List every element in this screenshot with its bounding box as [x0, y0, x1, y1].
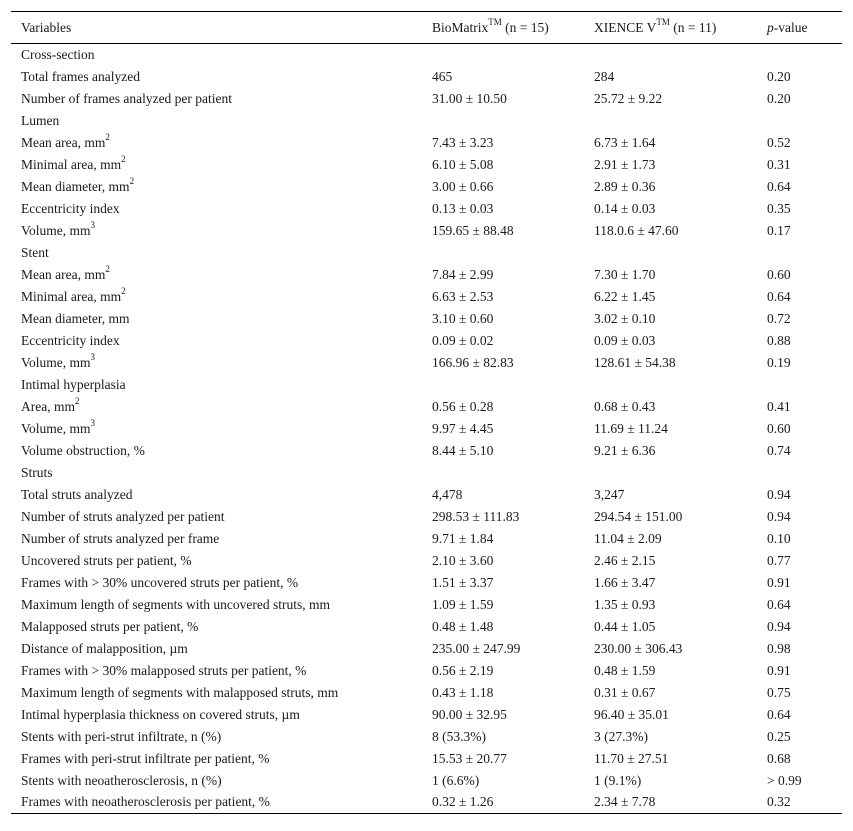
xience-value: 6.73 ± 1.64 [594, 134, 656, 150]
xience-value: 11.69 ± 11.24 [594, 420, 668, 436]
variable-cell [11, 418, 422, 440]
variable-cell [11, 572, 422, 594]
variable-label: Eccentricity index [21, 332, 120, 348]
variable-cell [11, 594, 422, 616]
biomatrix-value: 1 (6.6%) [432, 772, 480, 788]
table-row [11, 660, 842, 682]
xience-value: 0.68 ± 0.43 [594, 398, 656, 414]
p-value: 0.20 [767, 68, 791, 84]
unit-exponent: 2 [105, 132, 110, 142]
biomatrix-value: 90.00 ± 32.95 [432, 706, 507, 722]
section-label [11, 374, 422, 396]
p-value: 0.74 [767, 442, 791, 458]
xience-value: 11.04 ± 2.09 [594, 530, 662, 546]
unit-exponent: 2 [129, 176, 135, 186]
header-xience-tm: TM [656, 17, 670, 27]
variable-cell [11, 132, 422, 154]
biomatrix-value: 465 [432, 68, 453, 84]
variable-label: Lumen [21, 112, 60, 128]
variable-label: Maximum length of segments with malapposed struts, mm [21, 684, 339, 700]
variable-cell [11, 770, 422, 792]
variable-label: Frames with > 30% malapposed struts per patient, % [21, 662, 307, 678]
variable-label: Total struts analyzed [21, 486, 133, 502]
variable-label: Volume, mm [21, 420, 91, 436]
variable-label: Volume, mm [21, 354, 91, 370]
p-value [757, 374, 842, 396]
xience-value: 11.70 ± 27.51 [594, 750, 669, 766]
section-label [11, 110, 422, 132]
xience-value [584, 462, 757, 484]
biomatrix-value: 1.09 ± 1.59 [432, 596, 494, 612]
p-value: 0.17 [767, 222, 791, 238]
section-row [11, 374, 842, 396]
unit-exponent: 3 [90, 418, 96, 428]
xience-value: 2.46 ± 2.15 [594, 552, 656, 568]
header-xience-n: (n = 11) [669, 19, 717, 35]
biomatrix-value: 298.53 ± 111.83 [432, 508, 520, 524]
p-value: 0.91 [767, 662, 791, 678]
p-value: 0.94 [767, 618, 791, 634]
variable-label: Mean diameter, mm [21, 310, 130, 326]
variable-label: Area, mm [21, 398, 75, 414]
p-value: 0.10 [767, 530, 791, 546]
biomatrix-value: 9.71 ± 1.84 [432, 530, 494, 546]
unit-exponent: 2 [121, 154, 126, 164]
variable-cell [11, 726, 422, 748]
p-value [757, 242, 842, 264]
biomatrix-value: 7.43 ± 3.23 [432, 134, 494, 150]
p-value: 0.72 [767, 310, 791, 326]
table-row [11, 616, 842, 638]
table-row [11, 88, 842, 110]
xience-value: 2.91 ± 1.73 [594, 156, 656, 172]
xience-value: 230.00 ± 306.43 [594, 640, 683, 656]
header-biomatrix-name: BioMatrix [432, 19, 489, 35]
header-biomatrix [422, 12, 584, 44]
xience-value [584, 374, 757, 396]
xience-value: 118.0.6 ± 47.60 [594, 222, 679, 238]
p-value: 0.31 [767, 156, 791, 172]
section-row [11, 462, 842, 484]
variable-cell [11, 660, 422, 682]
header-pvalue-p: p [767, 19, 774, 35]
variable-label: Frames with > 30% uncovered struts per patient, % [21, 574, 299, 590]
table-row [11, 66, 842, 88]
biomatrix-value: 1.51 ± 3.37 [432, 574, 494, 590]
unit-exponent: 3 [90, 352, 96, 362]
p-value: 0.25 [767, 728, 791, 744]
variable-cell [11, 352, 422, 374]
variable-cell [11, 638, 422, 660]
biomatrix-value: 8.44 ± 5.10 [432, 442, 494, 458]
table-row [11, 770, 842, 792]
variable-label: Stent [21, 244, 49, 260]
variable-cell [11, 264, 422, 286]
xience-value: 25.72 ± 9.22 [594, 90, 663, 106]
table-row [11, 308, 842, 330]
table-row [11, 682, 842, 704]
table-row [11, 506, 842, 528]
variable-label: Maximum length of segments with uncovered struts, mm [21, 596, 330, 612]
unit-exponent: 3 [90, 220, 96, 230]
p-value: 0.60 [767, 266, 791, 282]
xience-value: 128.61 ± 54.38 [594, 354, 676, 370]
table-row [11, 792, 842, 814]
variable-cell [11, 440, 422, 462]
variable-cell [11, 66, 422, 88]
variable-label: Distance of malapposition, µm [21, 640, 188, 656]
xience-value: 1 (9.1%) [594, 772, 642, 788]
variable-cell [11, 308, 422, 330]
variable-cell [11, 198, 422, 220]
variable-cell [11, 286, 422, 308]
variable-label: Mean diameter, mm [21, 178, 130, 194]
p-value: 0.75 [767, 684, 791, 700]
section-row [11, 110, 842, 132]
table-row [11, 594, 842, 616]
table-row [11, 418, 842, 440]
xience-value: 3 (27.3%) [594, 728, 648, 744]
variable-cell [11, 792, 422, 814]
section-row [11, 242, 842, 264]
variable-label: Intimal hyperplasia thickness on covered struts, µm [21, 706, 300, 722]
variable-label: Minimal area, mm [21, 288, 122, 304]
unit-exponent: 2 [105, 264, 110, 274]
xience-value: 7.30 ± 1.70 [594, 266, 656, 282]
header-xience [584, 12, 757, 44]
biomatrix-value [422, 462, 584, 484]
xience-value: 2.34 ± 7.78 [594, 794, 656, 810]
p-value [757, 110, 842, 132]
variable-label: Volume obstruction, % [21, 442, 145, 458]
section-label [11, 242, 422, 264]
variable-cell [11, 616, 422, 638]
results-table [11, 11, 842, 814]
table-row [11, 198, 842, 220]
biomatrix-value: 235.00 ± 247.99 [432, 640, 521, 656]
p-value: 0.41 [767, 398, 791, 414]
variable-label: Volume, mm [21, 222, 91, 238]
xience-value: 0.14 ± 0.03 [594, 200, 656, 216]
biomatrix-value [422, 374, 584, 396]
xience-value: 3,247 [594, 486, 625, 502]
variable-cell [11, 154, 422, 176]
p-value [757, 44, 842, 66]
variable-label: Stents with peri-strut infiltrate, n (%) [21, 728, 222, 744]
variable-cell [11, 748, 422, 770]
table-row [11, 264, 842, 286]
xience-value: 96.40 ± 35.01 [594, 706, 669, 722]
xience-value: 1.35 ± 0.93 [594, 596, 656, 612]
biomatrix-value: 6.63 ± 2.53 [432, 288, 494, 304]
table-row [11, 638, 842, 660]
p-value: 0.91 [767, 574, 791, 590]
variable-label: Frames with neoatherosclerosis per patient, % [21, 794, 270, 810]
xience-value [584, 44, 757, 66]
table-body [11, 44, 842, 814]
header-pvalue-rest: -value [773, 19, 808, 35]
section-row [11, 44, 842, 66]
table-row [11, 352, 842, 374]
p-value: 0.98 [767, 640, 791, 656]
xience-value [584, 110, 757, 132]
variable-label: Number of struts analyzed per frame [21, 530, 220, 546]
xience-value: 284 [594, 68, 615, 84]
table-row [11, 176, 842, 198]
p-value: 0.88 [767, 332, 791, 348]
biomatrix-value: 0.13 ± 0.03 [432, 200, 494, 216]
xience-value: 6.22 ± 1.45 [594, 288, 656, 304]
variable-label: Minimal area, mm [21, 156, 122, 172]
p-value: > 0.99 [767, 772, 802, 788]
p-value: 0.19 [767, 354, 791, 370]
variable-cell [11, 704, 422, 726]
biomatrix-value: 166.96 ± 82.83 [432, 354, 514, 370]
p-value: 0.77 [767, 552, 791, 568]
table-row [11, 704, 842, 726]
p-value: 0.94 [767, 508, 791, 524]
variable-label: Number of frames analyzed per patient [21, 90, 233, 106]
header-pvalue [757, 12, 842, 44]
p-value: 0.35 [767, 200, 791, 216]
table-row [11, 528, 842, 550]
biomatrix-value: 3.10 ± 0.60 [432, 310, 494, 326]
variable-label: Struts [21, 464, 53, 480]
xience-value: 9.21 ± 6.36 [594, 442, 656, 458]
variable-label: Uncovered struts per patient, % [21, 552, 192, 568]
biomatrix-value: 4,478 [432, 486, 463, 502]
table-row [11, 286, 842, 308]
biomatrix-value: 0.56 ± 0.28 [432, 398, 494, 414]
biomatrix-value: 8 (53.3%) [432, 728, 486, 744]
xience-value: 3.02 ± 0.10 [594, 310, 656, 326]
section-label [11, 44, 422, 66]
variable-label: Stents with neoatherosclerosis, n (%) [21, 772, 222, 788]
xience-value: 1.66 ± 3.47 [594, 574, 656, 590]
biomatrix-value [422, 110, 584, 132]
p-value: 0.20 [767, 90, 791, 106]
xience-value: 2.89 ± 0.36 [594, 178, 656, 194]
p-value: 0.52 [767, 134, 791, 150]
variable-cell [11, 396, 422, 418]
biomatrix-value: 9.97 ± 4.45 [432, 420, 494, 436]
biomatrix-value: 6.10 ± 5.08 [432, 156, 494, 172]
unit-exponent: 2 [74, 396, 80, 406]
header-biomatrix-n: (n = 15) [501, 19, 549, 35]
p-value: 0.64 [767, 288, 791, 304]
biomatrix-value: 7.84 ± 2.99 [432, 266, 494, 282]
table-row [11, 396, 842, 418]
table-row [11, 154, 842, 176]
variable-label: Number of struts analyzed per patient [21, 508, 225, 524]
biomatrix-value: 0.48 ± 1.48 [432, 618, 494, 634]
table-row [11, 572, 842, 594]
variable-label: Mean area, mm [21, 266, 106, 282]
p-value: 0.68 [767, 750, 791, 766]
biomatrix-value: 2.10 ± 3.60 [432, 552, 494, 568]
header-xience-name: XIENCE V [594, 19, 657, 35]
table-row [11, 748, 842, 770]
variable-label: Intimal hyperplasia [21, 376, 126, 392]
unit-exponent: 2 [121, 286, 126, 296]
p-value: 0.60 [767, 420, 791, 436]
biomatrix-value [422, 242, 584, 264]
header-variables: Variables [21, 19, 72, 35]
variable-cell [11, 88, 422, 110]
variable-cell [11, 506, 422, 528]
biomatrix-value: 15.53 ± 20.77 [432, 750, 507, 766]
p-value: 0.32 [767, 794, 791, 810]
xience-value: 0.44 ± 1.05 [594, 618, 656, 634]
section-label [11, 462, 422, 484]
variable-cell [11, 330, 422, 352]
variable-cell [11, 550, 422, 572]
variable-cell [11, 176, 422, 198]
biomatrix-value: 0.43 ± 1.18 [432, 684, 494, 700]
variable-label: Malapposed struts per patient, % [21, 618, 199, 634]
table-row [11, 440, 842, 462]
variable-label: Frames with peri-strut infiltrate per patient, % [21, 750, 270, 766]
p-value [757, 462, 842, 484]
biomatrix-value: 31.00 ± 10.50 [432, 90, 507, 106]
table-row [11, 220, 842, 242]
table-row [11, 726, 842, 748]
biomatrix-value [422, 44, 584, 66]
biomatrix-value: 159.65 ± 88.48 [432, 222, 514, 238]
variable-cell [11, 682, 422, 704]
biomatrix-value: 0.32 ± 1.26 [432, 794, 494, 810]
variable-label: Total frames analyzed [21, 68, 140, 84]
xience-value: 0.48 ± 1.59 [594, 662, 656, 678]
biomatrix-value: 0.56 ± 2.19 [432, 662, 494, 678]
table-header-row [11, 12, 842, 44]
variable-label: Cross-section [21, 46, 95, 62]
p-value: 0.64 [767, 178, 791, 194]
variable-cell [11, 220, 422, 242]
xience-value [584, 242, 757, 264]
xience-value: 0.31 ± 0.67 [594, 684, 656, 700]
xience-value: 0.09 ± 0.03 [594, 332, 656, 348]
variable-cell [11, 484, 422, 506]
xience-value: 294.54 ± 151.00 [594, 508, 683, 524]
table-row [11, 330, 842, 352]
variable-label: Mean area, mm [21, 134, 106, 150]
biomatrix-value: 0.09 ± 0.02 [432, 332, 494, 348]
variable-label: Eccentricity index [21, 200, 120, 216]
p-value: 0.94 [767, 486, 791, 502]
table-row [11, 550, 842, 572]
table-row [11, 484, 842, 506]
p-value: 0.64 [767, 596, 791, 612]
p-value: 0.64 [767, 706, 791, 722]
header-biomatrix-tm: TM [488, 17, 502, 27]
biomatrix-value: 3.00 ± 0.66 [432, 178, 494, 194]
variable-cell [11, 528, 422, 550]
table-row [11, 132, 842, 154]
